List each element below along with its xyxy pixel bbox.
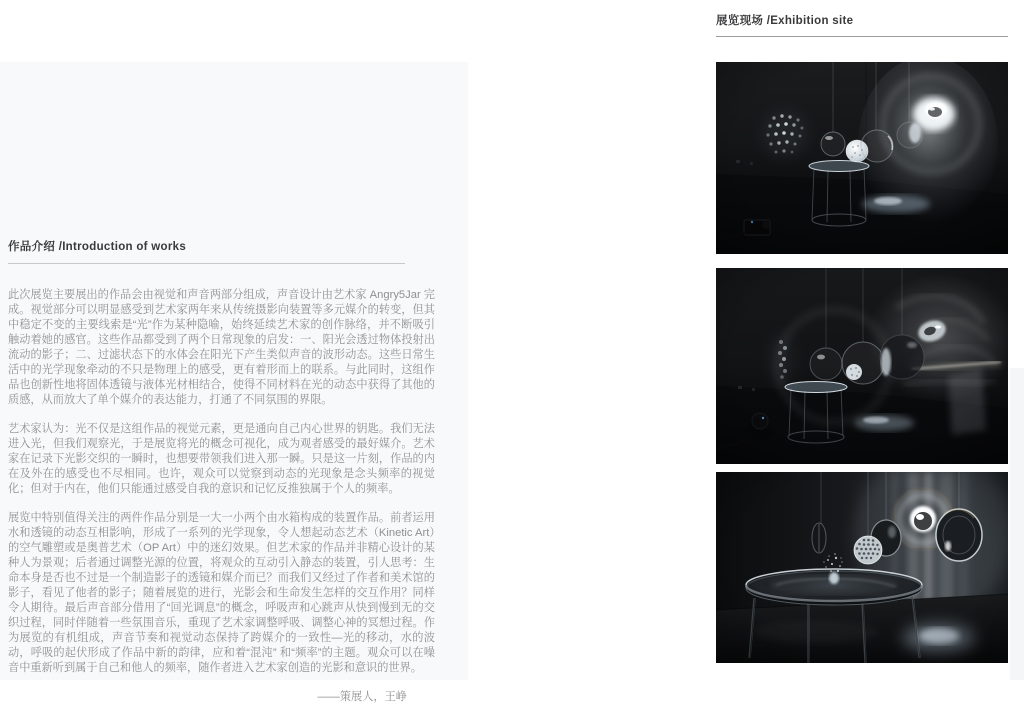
exhibition-heading: 展览现场 /Exhibition site [716, 15, 854, 27]
exhibition-photo-3-art [716, 472, 1008, 663]
exhibition-photo-3 [716, 472, 1008, 663]
introduction-panel [0, 62, 468, 703]
curator-attribution: ——策展人，王峥 [317, 691, 407, 703]
introduction-divider [8, 263, 405, 264]
exhibition-photo-2 [716, 268, 1008, 464]
introduction-paragraph-1: 此次展览主要展出的作品会由视觉和声音两部分组成，声音设计由艺术家 Angry5Jar 完成。视觉部分可以明显感受到艺术家两年来从传统摄影向装置等多元媒介的转变，但其中稳定不变的主要线索是“光”作为某种隐喻，始终延续艺术家的创作脉络，并不断吸引触动着她的感官。这些作品都受到了两个日常现象的启发：一、阳光会透过物体投射出流动的影子；二、过滤状态下的水体会在阳光下产生类似声音的波形动态。这些日常生活中的光学现象牵动的不只是物理上的感受，更有着形而上的联系。与此同时，这组作品也创新性地将固体透镜与液体光材相结合，使得不同材料在光的动态中获得了其他的质感，从而放大了单个媒介的表达能力，打通了不同氛围的界限。 [8, 289, 435, 406]
introduction-paragraph-3: 展览中特别值得关注的两件作品分别是一大一小两个由水箱构成的装置作品。前者运用水和透镜的动态互相影响，形成了一系列的光学现象，令人想起动态艺术（Kinetic Art）的空气雕塑或是奥普艺术（OP Art）中的迷幻效果。但艺术家的作品并非精心设计的某种人为景观；后者通过调整光源的位置，将观众的互动引入静态的装置，引人思考：生命本身是否也不过是一个制造影子的透镜和媒介而已？而我们又经过了作者和美术馆的影子，看见了他者的影子；随着展览的进行，光影会和生命发生怎样的交互作用？同样令人期待。最后声音部分借用了“回光调息”的概念，呼吸声和心跳声从快到慢到无的交织过程，同时伴随着一些氛围音乐，重现了艺术家调整呼吸、调整心神的冥想过程。作为展览的有机组成，声音节奏和视觉动态保持了跨媒介的一致性—光的移动，水的波动，呼吸的起伏形成了作品中新的韵律，应和着“混沌” 和“频率”的主题。观众可以在噪音中重新听到属于自己和他人的频率，随作者进入艺术家创造的光影和意识的世界。 [8, 512, 435, 674]
exhibition-photo-1 [716, 62, 1008, 254]
right-edge-strip [1010, 368, 1024, 680]
introduction-paragraph-2: 艺术家认为：光不仅是这组作品的视觉元素，更是通向自己内心世界的钥匙。我们无法进入光，但我们观察光，于是展览将光的概念可视化，成为观者感受的最好媒介。艺术家在记录下光影交织的一瞬时，也想要带领我们进入那一瞬。只是这一片刻，作品的内在及外在的感受也不尽相同。也许，观众可以觉察到动态的光现象是念头频率的视觉化；但对于内在，他们只能通过感受自我的意识和记忆反推独属于个人的频率。 [8, 423, 435, 495]
exhibition-photo-1-art [716, 62, 1008, 254]
exhibition-divider [716, 36, 1008, 37]
introduction-body [8, 288, 435, 705]
introduction-heading: 作品介绍 /Introduction of works [8, 241, 187, 253]
exhibition-photo-2-art [716, 268, 1008, 464]
